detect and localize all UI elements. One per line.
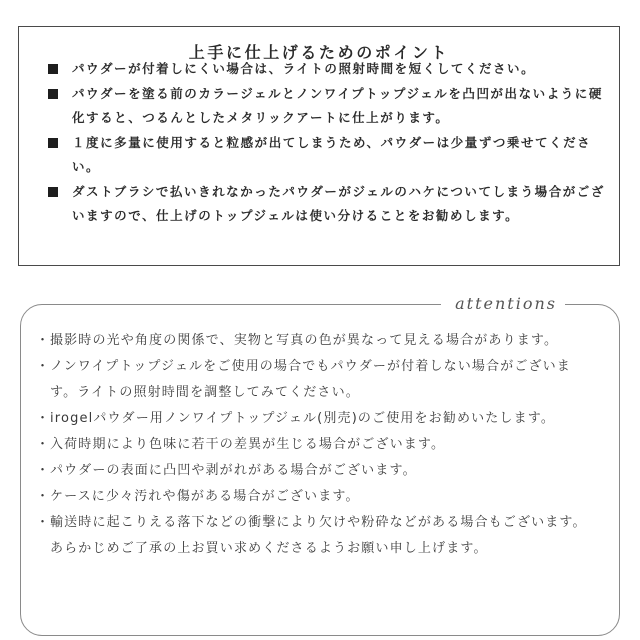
- attentions-label: attentions: [441, 293, 565, 315]
- dot-bullet-icon: ・: [36, 463, 51, 478]
- attention-text: 輸送時に起こりえる落下などの衝撃により欠けや粉砕などがある場合もございます。: [50, 515, 587, 530]
- tip-text: １度に多量に使用すると粒感が出てしまうため、パウダーは少量ずつ乗せてください。: [72, 134, 592, 174]
- dot-bullet-icon: ・: [36, 411, 51, 426]
- attention-item: [36, 354, 596, 406]
- dot-bullet-icon: ・: [36, 489, 51, 504]
- dot-bullet-icon: ・: [36, 437, 51, 452]
- square-bullet-icon: [48, 138, 58, 148]
- attention-item: [36, 484, 596, 510]
- attention-item: [36, 458, 596, 484]
- tips-title: 上手に仕上げるためのポイント: [167, 40, 471, 66]
- tip-text: パウダーが付着しにくい場合は、ライトの照射時間を短くしてください。: [72, 61, 536, 76]
- dot-bullet-icon: ・: [36, 333, 51, 348]
- attention-text: ノンワイプトップジェルをご使用の場合でもパウダーが付着しない場合がございます。ライトの照射時間を調整してみてください。: [50, 359, 571, 400]
- dot-bullet-icon: ・: [36, 359, 51, 374]
- attentions-list: [36, 328, 596, 562]
- attention-text: 撮影時の光や角度の関係で、実物と写真の色が異なって見える場合があります。: [50, 333, 559, 348]
- attention-text: irogelパウダー用ノンワイプトップジェル(別売)のご使用をお勧めいたします。: [50, 411, 555, 426]
- tip-text: ダストブラシで払いきれなかったパウダーがジェルのハケについてしまう場合がございますので、仕上げのトップジェルは使い分けることをお勧めします。: [72, 183, 605, 223]
- dot-bullet-icon: ・: [36, 515, 51, 530]
- square-bullet-icon: [48, 187, 58, 197]
- tip-item: [48, 57, 608, 82]
- tip-item: [48, 82, 608, 131]
- tips-list: [48, 57, 608, 229]
- attention-text: 入荷時期により色味に若干の差異が生じる場合がございます。: [50, 437, 446, 452]
- attention-item: [36, 510, 596, 536]
- tip-item: [48, 180, 608, 229]
- attention-item: [36, 328, 596, 354]
- square-bullet-icon: [48, 89, 58, 99]
- tip-text: パウダーを塗る前のカラージェルとノンワイプトップジェルを凸凹が出ないように硬化すると、つるんとしたメタリックアートに仕上がります。: [72, 85, 603, 125]
- closing-note: あらかじめご了承の上お買い求めくださるようお願い申し上げます。: [50, 541, 488, 556]
- tip-item: [48, 131, 608, 180]
- square-bullet-icon: [48, 64, 58, 74]
- attention-item: [36, 432, 596, 458]
- attention-text: パウダーの表面に凸凹や剥がれがある場合がございます。: [50, 463, 417, 478]
- attention-item: [36, 406, 596, 432]
- attention-text: ケースに少々汚れや傷がある場合がございます。: [50, 489, 360, 504]
